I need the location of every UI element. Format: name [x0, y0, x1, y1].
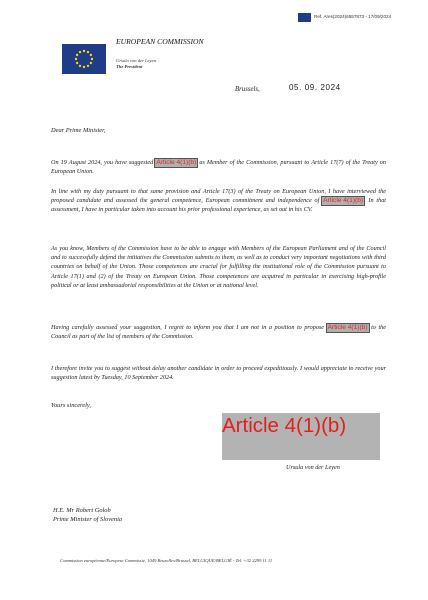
paragraph-1-end: as Member of the Commission, pursuant to Article 17(7) of the Treaty on European Union.: [51, 159, 386, 176]
paragraph-4-start: Having carefully assessed your suggestion, I regret to inform you that I am not in a position to propose: [51, 324, 327, 331]
ares-reference: Ref. Ares(2024)6557873 - 17/09/2024: [314, 14, 392, 19]
paragraph-3: As you know, Members of the Commission have to be able to engage with Members of the European Parliament and of the Council and to successfully defend the initiatives the Commission submits to them, as well as to conduct very important negotiations with third countries on behalf of the Union. Those competences are crucial for fulfilling the institutional role of the Commission pursuant to Article 17(1) and (2) of the Treaty on European Union. Those competences are acquired in particular in exercising high-profile political or at least ambassadorial responsibilities at the Union or at national level.: [51, 245, 386, 289]
paragraph-2-end: . In that assessment, I have in particular taken into account his prior professional experience, as set out in his CV.: [51, 197, 387, 214]
eu-flag-icon: [298, 13, 311, 22]
letter-city: Brussels,: [235, 86, 260, 93]
date-stamp: 05. 09. 2024: [289, 83, 341, 92]
recipient-name: H.E. Mr Robert Golob: [53, 507, 111, 514]
closing: Yours sincerely,: [51, 402, 92, 409]
paragraph-1-start: On 19 August 2024, you have suggested: [51, 159, 156, 166]
eu-emblem-logo: [62, 44, 106, 74]
redaction-box: Article 4(1)(b): [156, 159, 197, 166]
paragraph-5: I therefore invite you to suggest without delay another candidate in order to proceed expeditiously. I would appreciate to receive your suggestion latest by Tuesday, 10 September 2024.: [51, 365, 386, 382]
footer-address: Commission européenne/Europese Commissie, 1049 Bruxelles/Brussel, BELGIQUE/BELGIË - Tel. +32 2299 11 11: [60, 558, 273, 563]
president-title: The President: [116, 64, 143, 69]
president-name: Ursula von der Leyen: [116, 58, 156, 63]
signatory-name: Ursula von der Leyen: [286, 464, 340, 471]
recipient-role: Prime Minister of Slovenia: [53, 516, 123, 523]
paragraph-4: [51, 323, 386, 341]
paragraph-1: [51, 158, 386, 176]
organisation-name: EUROPEAN COMMISSION: [116, 37, 204, 46]
redaction-box: Article 4(1)(b): [327, 324, 368, 331]
salutation: Dear Prime Minister,: [51, 127, 106, 134]
signature-redaction-label: Article 4(1)(b): [222, 414, 347, 437]
paragraph-4-end: to the Council as part of the list of members of the Commission.: [51, 324, 387, 341]
eu-stars-icon: [62, 44, 106, 74]
paragraph-2-start: In line with my duty pursuant to that same provision and Article 17(3) of the Treaty on European Union, I have interviewed the proposed candidate and assessed the general competence, European commitment and independence of: [51, 188, 386, 205]
paragraph-2: [51, 187, 386, 215]
redaction-box: Article 4(1)(b): [323, 197, 364, 205]
